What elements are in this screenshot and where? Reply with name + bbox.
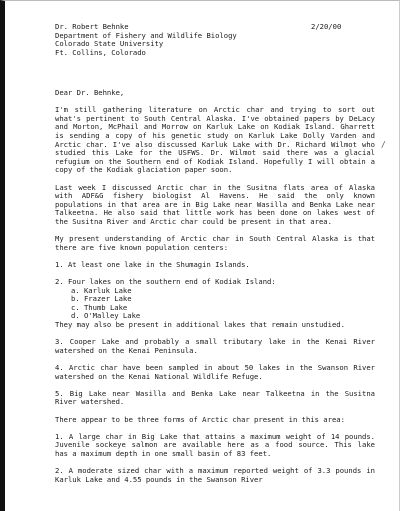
address-line: Ft. Collins, Colorado	[55, 47, 146, 57]
margin-mark: ∕	[381, 140, 386, 149]
letter-date: 2/20/00	[311, 22, 342, 31]
list-item: 1. A large char in Big Lake that attains a maximum weight of 14 pounds. Juvenile sockeye salmon are available here as a food source. This lake has a maximum depth in one small basin of 83 feet.	[55, 431, 375, 458]
address-line: Dr. Robert Behnke	[55, 22, 129, 31]
list-item: 4. Arctic char have been sampled in about 50 lakes in the Swanson River watershed on the Kenai National Wildlife Refuge.	[55, 363, 375, 381]
paragraph: Last week I discussed Arctic char in the Susitna flats area of Alaska with ADF&G fishery biologist Al Havens. He said the only known populations in that area are in Big Lake near Wasilla and Benka Lake near Talkeetna. He also said that little work has been done on lakes west of the Susitna River and Arctic char could be present in that area.	[55, 182, 375, 226]
salutation: Dear Dr. Behnke,	[55, 88, 125, 97]
sub-list-item: a. Karluk Lake	[71, 285, 132, 295]
list-item: 1. At least one lake in the Shumagin Islands.	[55, 259, 250, 269]
address-line: Department of Fishery and Wildlife Biology	[55, 30, 237, 40]
paragraph: There appear to be three forms of Arctic char present in this area:	[55, 414, 345, 424]
list-item: 5. Big Lake near Wasilla and Benka Lake near Talkeetna in the Susitna River watershed.	[55, 388, 375, 407]
recipient-address	[55, 23, 355, 57]
list-item: 3. Cooper Lake and probably a small tributary lake in the Kenai River watershed on the Kenai Peninsula.	[55, 337, 375, 355]
paragraph: I'm still gathering literature on Arctic char and trying to sort out what's pertinent to South Central Alaska. I've obtained papers by DeLacy and Morton, McPhail and Morrow on Karluk Lake on Kodiak Island. Gharrett is sending a copy of his genetic study on Karluk Lake Dolly Varden and Arctic char. I've also discussed Karluk Lake with Dr. Richard Wilmot who studied this Lake for the USFWS. Dr. Wilmot said there was a glacial refugium on the Southern end of Kodiak Island. Hopefully I will obtain a copy of the Kodiak glaciation paper soon.	[55, 105, 375, 175]
sub-list-item: b. Frazer Lake	[71, 294, 132, 304]
list-item-note: They may also be present in additional lakes that remain unstudied.	[55, 320, 345, 330]
paragraph: My present understanding of Arctic char in South Central Alaska is that there are five known population centers:	[55, 234, 375, 252]
sub-list-item: c. Thumb Lake	[71, 302, 128, 312]
list-item	[55, 278, 375, 330]
address-line: Colorado State University	[55, 39, 164, 49]
letter-body	[55, 89, 375, 493]
list-item-text: 2. Four lakes on the southern end of Kodiak Island:	[55, 277, 276, 287]
list-item: 2. A moderate sized char with a maximum reported weight of 3.3 pounds in Karluk Lake and 4.55 pounds in the Swanson River	[55, 466, 375, 484]
sub-list-item: d. O'Malley Lake	[71, 311, 141, 321]
